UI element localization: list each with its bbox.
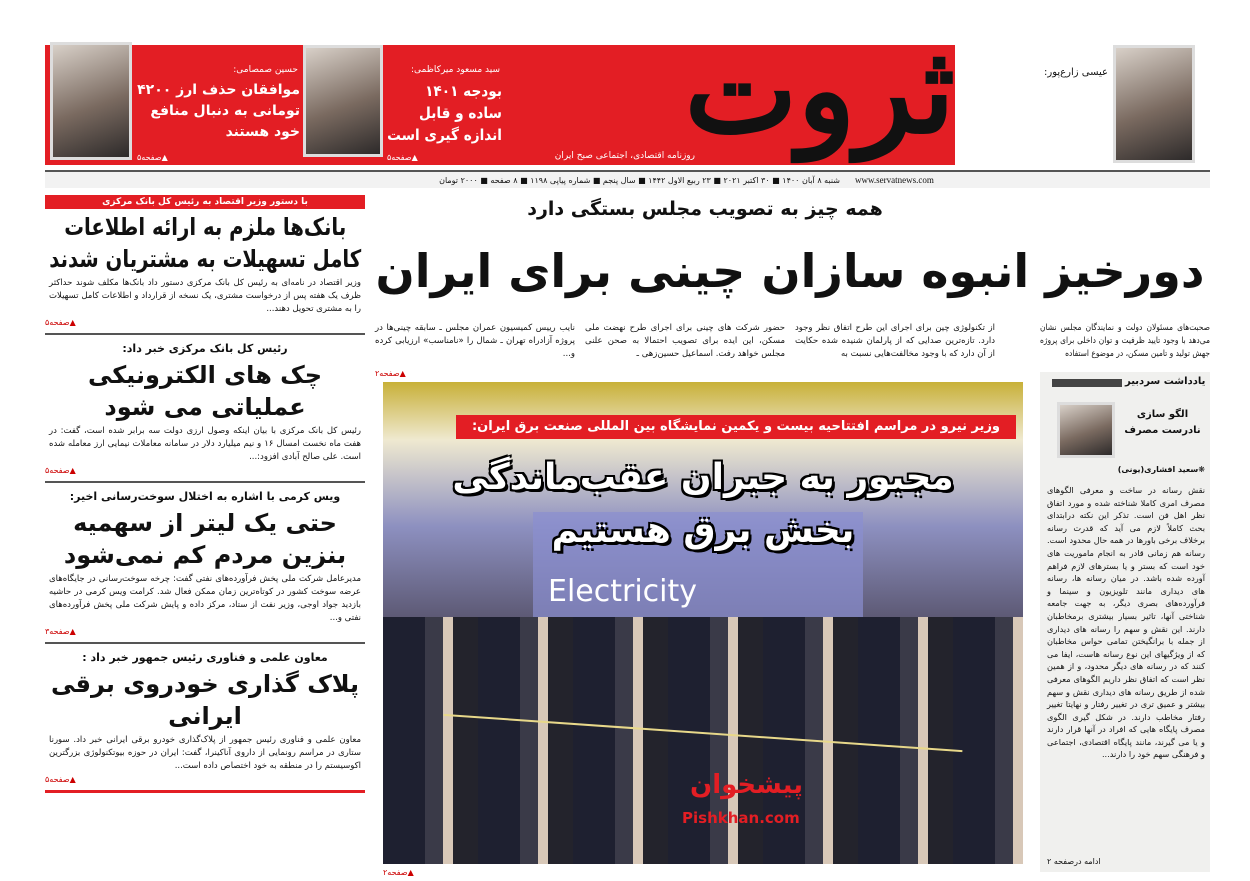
story — [45, 341, 365, 483]
author-photo — [1057, 402, 1115, 458]
lead-column: حضور شرکت های چینی برای اجرای طرح نهضت ملی مسکن، این ایده برای تصویب احتمالا به صحن علنی مجلس خواهد رفت. اسماعیل حسین‌زهی ـ — [585, 323, 785, 359]
page-ref: ▲صفحه۳ — [45, 627, 76, 636]
photo-kicker: وزیر نیرو در مراسم افتتاحیه بیست و یکمین نمایشگاه بین المللی صنعت برق ایران: — [471, 419, 1001, 434]
teaser-author: سید مسعود میرکاظمی: — [411, 65, 500, 75]
teaser-headline[interactable]: بودجه ۱۴۰۱ ساده و قابل اندازه گیری است — [387, 82, 502, 144]
website[interactable]: www.servatnews.com — [855, 175, 934, 185]
teaser-author: حسین صمصامی: — [233, 65, 298, 75]
watermark-url: Pishkhan.com — [682, 809, 800, 827]
story-headline[interactable]: حتی یک لیتر از سهمیه بنزین مردم کم نمی‌شود — [63, 509, 347, 569]
editorial-title[interactable]: الگو سازی نادرست مصرف — [1124, 409, 1201, 436]
watermark-logo: پیشخوان — [690, 770, 803, 800]
story — [45, 650, 365, 793]
lead-column: صحبت‌های مسئولان دولت و نمایندگان مجلس نشان می‌دهد با وجود تایید ظرفیت و توان داخلی برای پروژه جهش تولید و تامین مسکن، در موضوع استفاده — [1040, 323, 1210, 359]
story-body: رئیس کل بانک مرکزی با بیان اینکه وصول ارزی دولت سه برابر شده است، گفت: در هفت ماه نخست امسال ۱۶ و نیم میلیارد دلار در سامانه معاملات نیمایی ارز معامله شده است. علی صالح آبادی افزود:... — [49, 426, 362, 462]
lead-headline[interactable]: دورخیز انبوه سازان چینی برای ایران — [375, 244, 1205, 298]
photo-headline[interactable]: مجبور به جبران عقب‌ماندگی — [452, 457, 954, 498]
teaser-author: عیسی زارع‌پور: — [1044, 67, 1108, 78]
newspaper-logo[interactable]: ثروت — [684, 20, 955, 161]
story-kicker: معاون علمی و فناوری رئیس جمهور خبر داد : — [82, 651, 328, 664]
page-ref: ▲صفحه۲ — [375, 369, 406, 378]
page-ref: ▲صفحه۵ — [137, 153, 168, 162]
continued-ref: ادامه درصفحه ۲ — [1047, 857, 1101, 866]
lead-kicker: همه چیز به تصویب مجلس بستگی دارد — [527, 198, 883, 220]
tagline: روزنامه اقتصادی، اجتماعی صبح ایران — [554, 151, 695, 161]
page-ref: ▲صفحه۵ — [45, 466, 76, 475]
section-bar — [1052, 379, 1122, 387]
lead-column: نایب رییس کمیسیون عمران مجلس ـ سابقه چینی‌ها در پروژه آزادراه تهران ـ شمال را «نامناسب» ارزیابی کرده و... — [375, 323, 575, 359]
teaser-photo — [303, 45, 383, 157]
story-headline[interactable]: پلاک گذاری خودروی برقی ایرانی — [50, 670, 360, 730]
page-ref: ▲صفحه۲ — [383, 868, 414, 877]
editorial-body: نقش رسانه در ساخت و معرفی الگوهای مصرف امری کاملا شناخته شده و مورد اتفاق نظر اهل فن است. تذکر این نکته درابتدای بحث کاملاً لازم می آید که قدرت رسانه برخلاف برخی باورها در همه حال محدود است. رسانه هم زمانی قادر به انجام ماموریت های خود است که بستر و یا بسترهای لازم فراهم آورده شده باشد. در میان رسانه ها، رسانه های دیداری مانند تلویزیون و سینما و فرآورده‌های بصری دیگر، به جهت جامعه شناختی آنها، تاثیر بسیار بیشتری برمخاطبان دارند. این نقش و سهم را رسانه های دیداری از جمله با برانگیختن تمامی حواس مخاطبان که از ویژگیهای این نوع رسانه هاست، ایفا می کنند که در رسانه های دیگر محدود، و از همین نظر است که اتفاق نظر داریم الگوهای معرفی شده از طریق رسانه های دیداری نقش و سهم بیشتر و عمیق تری در تغییر رفتار و نهایتا تغییر رفتار مخاطب دارند. در شکل گیری الگوی مصرف پایگاه هایی که افراد در آنها قرار دارند و یا می گیرند، مانند پایگاه اقتصادی، اجتماعی و فرهنگی سهم خود را دارند... — [1047, 485, 1205, 760]
page-ref: ▲صفحه۵ — [45, 318, 76, 327]
story-body: معاون علمی و فناوری رئیس جمهور از پلاک‌گذاری خودرو برقی ایرانی خبر داد. سورنا ستاری در مراسم رونمایی از داروی آناکینرا، گفت: ایران در حوزه بیوتکنولوژی بزرگترین اکوسیستم را در منطقه به خود اختصاص داده است... — [49, 735, 361, 771]
story-kicker: رئیس کل بانک مرکزی خبر داد: — [122, 342, 288, 355]
left-column — [45, 195, 365, 799]
photo-headline[interactable]: بخش برق هستیم — [551, 510, 855, 551]
teaser-headline[interactable]: موافقان حذف ارز ۴۲۰۰ تومانی به دنبال منافع خود هستند — [137, 82, 300, 140]
story-kicker: با دستور وزیر اقتصاد به رئیس کل بانک مرکزی — [45, 195, 365, 209]
banner-text: Electricity — [548, 574, 698, 609]
teaser-photo — [50, 42, 132, 160]
page-ref: ▲صفحه۵ — [45, 775, 76, 784]
editorial-author: ❋سعید افشاری(یونی) — [1117, 465, 1205, 474]
lead-column: از تکنولوژی چین برای اجرای این طرح اتفاق نظر وجود دارد. تازه‌ترین صدایی که از پارلمان شنیده شده حکایت از آن دارد که با وجود مخالفت‌هایی نسبت به — [795, 323, 995, 359]
teaser-headline[interactable]: اینترنت پاک کودک و نوجوان امسال راه‌اندازی می‌شود — [993, 90, 1108, 143]
story-body: وزیر اقتصاد در نامه‌ای به رئیس کل بانک مرکزی دستور داد بانک‌ها مکلف شوند حداکثر ظرف یک هفته پس از درخواست مشتری، یک نسخه از قرارداد و اطلاعات کامل تسهیلات را به مشتری تحویل دهند... — [49, 278, 361, 314]
page-ref: ▲صفحه۵ — [387, 153, 418, 162]
editorial-section: یادداشت سردبیر — [1125, 376, 1206, 387]
story-kicker: ویس کرمی با اشاره به اختلال سوخت‌رسانی اخیر: — [69, 490, 341, 503]
story-body: مدیرعامل شرکت ملی پخش فرآورده‌های نفتی گفت: چرخه سوخت‌رسانی در جایگاه‌های عرضه سوخت کشور در کوتاه‌ترین زمان ممکن فعال شد. کرامت ویس کرمی در حاشیه بازدید جواد اوجی، وزیر نفت از ستاد، مرکز داده و پایش شرکت ملی پخش فرآورده‌های نفتی و... — [49, 574, 361, 623]
story — [45, 195, 365, 335]
story — [45, 489, 365, 644]
dateline: شنبه ۸ آبان ۱۴۰۰ ■ ۳۰ اکتبر ۲۰۲۱ ■ ۲۳ ربیع الاول ۱۴۴۲ ■ سال پنجم ■ شماره پیاپی ۱۱۹۸ ■ ۸ صفحه ■ ۲۰۰۰ تومان — [439, 176, 840, 185]
page-ref: ▲صفحه۲ — [1040, 153, 1071, 162]
story-headline[interactable]: بانک‌ها ملزم به ارائه اطلاعات کامل تسهیلات به مشتریان شدند — [48, 213, 362, 273]
teaser-photo — [1113, 45, 1195, 163]
story-headline[interactable]: چک های الکترونیکی عملیاتی می شود — [87, 361, 323, 421]
